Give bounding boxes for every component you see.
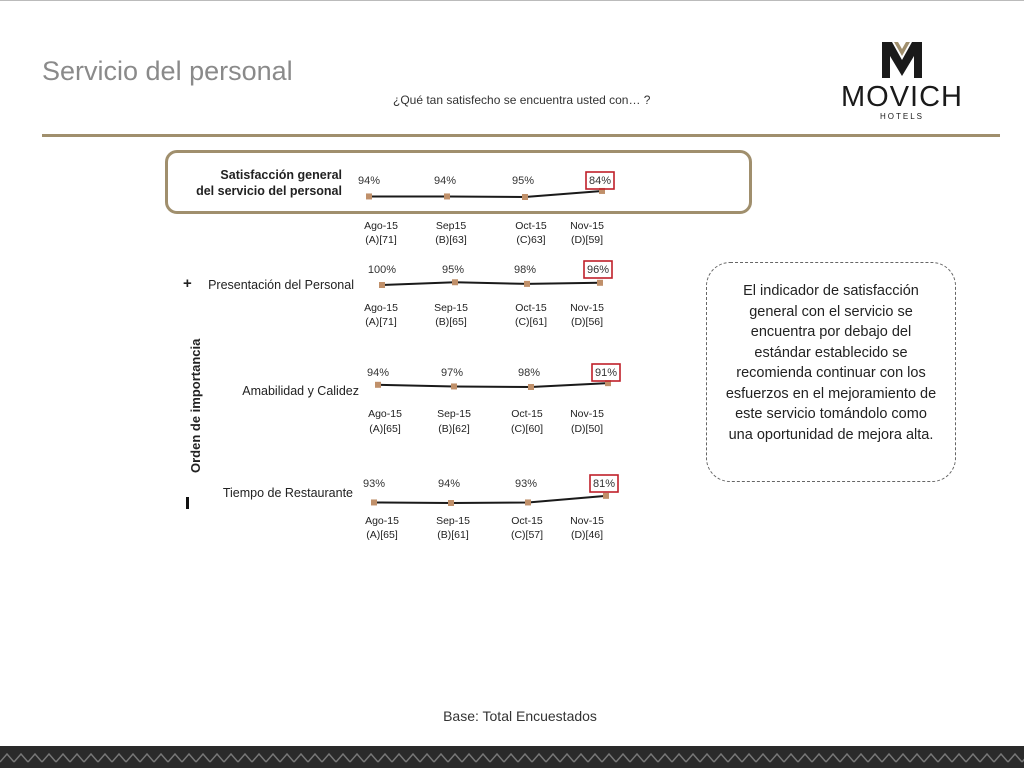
- data-label-2-1: 97%: [440, 367, 464, 379]
- data-label-2-3: 91%: [594, 367, 618, 379]
- data-label-3-2: 93%: [514, 478, 538, 490]
- series-line-3: [374, 496, 606, 503]
- importance-axis-label: Orden de importancia: [188, 338, 203, 473]
- data-point-3-2: [525, 499, 531, 505]
- data-point-2-1: [451, 383, 457, 389]
- data-point-1-3: [597, 280, 603, 286]
- logo-tagline-text: HOTELS: [879, 112, 925, 121]
- row-label-presentacion: Presentación del Personal: [208, 278, 354, 292]
- insight-callout: El indicador de satisfacción general con el servicio se encuentra por debajo del estándar establecido se recomienda continuar con los esfuerzos en el mejoramiento de este servicio tomándolo como una oportunidad de mejora alta.: [706, 262, 956, 482]
- data-label-0-0: 94%: [357, 175, 381, 187]
- data-point-0-0: [366, 193, 372, 199]
- tick-label-3-1-0: Sep-15: [436, 515, 470, 527]
- series-line-1: [382, 282, 600, 285]
- footer-pattern: [0, 746, 1024, 768]
- tick-label-2-2-1: (C)[60]: [510, 423, 544, 435]
- data-label-3-3: 81%: [592, 478, 616, 490]
- tick-label-0-0-1: (A)[71]: [365, 234, 397, 246]
- tick-label-2-0-0: Ago-15: [368, 408, 402, 420]
- tick-label-1-2-0: Oct-15: [515, 302, 547, 314]
- tick-label-1-1-1: (B)[65]: [435, 316, 467, 328]
- series-line-0: [369, 191, 602, 197]
- data-point-1-2: [524, 281, 530, 287]
- tick-label-1-3-1: (D)[56]: [570, 316, 604, 328]
- data-point-0-1: [444, 193, 450, 199]
- tick-label-0-1-0: Sep15: [435, 220, 467, 232]
- tick-label-0-0-0: Ago-15: [364, 220, 398, 232]
- base-note: Base: Total Encuestados: [443, 708, 597, 724]
- data-point-3-3: [603, 493, 609, 499]
- page-subtitle: ¿Qué tan satisfecho se encuentra usted con… ?: [393, 93, 651, 107]
- row-label-tiempo: Tiempo de Restaurante: [222, 486, 353, 500]
- data-label-1-3: 96%: [586, 264, 610, 276]
- importance-plus-sign: +: [183, 275, 192, 292]
- data-point-3-1: [448, 500, 454, 506]
- tick-label-0-2-1: (C)63]: [516, 234, 546, 246]
- tick-label-3-2-0: Oct-15: [511, 515, 543, 527]
- data-label-0-2: 95%: [511, 175, 535, 187]
- tick-label-0-3-0: Nov-15: [570, 220, 604, 232]
- data-point-0-2: [522, 194, 528, 200]
- tick-label-2-3-1: (D)[50]: [570, 423, 604, 435]
- page-title: Servicio del personal: [42, 56, 293, 86]
- tick-label-2-1-0: Sep-15: [437, 408, 471, 420]
- tick-label-1-0-0: Ago-15: [364, 302, 398, 314]
- data-point-1-0: [379, 282, 385, 288]
- data-label-1-2: 98%: [513, 264, 537, 276]
- data-label-1-1: 95%: [441, 264, 465, 276]
- data-label-3-1: 94%: [437, 478, 461, 490]
- tick-label-3-0-0: Ago-15: [365, 515, 399, 527]
- tick-label-1-3-0: Nov-15: [570, 302, 604, 314]
- data-label-3-0: 93%: [362, 478, 386, 490]
- tick-label-3-3-0: Nov-15: [570, 515, 604, 527]
- tick-label-1-2-1: (C)[61]: [514, 316, 548, 328]
- data-label-0-3: 84%: [588, 175, 612, 187]
- tick-label-1-0-1: (A)[71]: [365, 316, 397, 328]
- tick-label-2-2-0: Oct-15: [511, 408, 543, 420]
- data-label-1-0: 100%: [367, 264, 397, 276]
- tick-label-3-3-1: (D)[46]: [570, 529, 604, 541]
- series-line-2: [378, 383, 608, 387]
- data-label-2-0: 94%: [366, 367, 390, 379]
- tick-label-0-1-1: (B)[63]: [435, 234, 467, 246]
- data-label-2-2: 98%: [517, 367, 541, 379]
- tick-label-3-2-1: (C)[57]: [510, 529, 544, 541]
- tick-label-0-3-1: (D)[59]: [570, 234, 604, 246]
- data-point-3-0: [371, 499, 377, 505]
- tick-label-3-1-1: (B)[61]: [437, 529, 469, 541]
- data-point-1-1: [452, 279, 458, 285]
- logo-brand-text: MOVICH: [841, 81, 963, 113]
- data-point-2-0: [375, 382, 381, 388]
- data-label-0-1: 94%: [433, 175, 457, 187]
- tick-label-0-2-0: Oct-15: [515, 220, 547, 232]
- tick-label-2-1-1: (B)[62]: [438, 423, 470, 435]
- tick-label-3-0-1: (A)[65]: [366, 529, 398, 541]
- row-label-general-line1: Satisfacción general: [220, 168, 342, 182]
- row-label-amabilidad: Amabilidad y Calidez: [242, 384, 359, 398]
- tick-label-2-0-1: (A)[65]: [369, 423, 401, 435]
- row-label-general-line2: del servicio del personal: [196, 184, 342, 198]
- tick-label-2-3-0: Nov-15: [570, 408, 604, 420]
- data-point-2-2: [528, 384, 534, 390]
- tick-label-1-1-0: Sep-15: [434, 302, 468, 314]
